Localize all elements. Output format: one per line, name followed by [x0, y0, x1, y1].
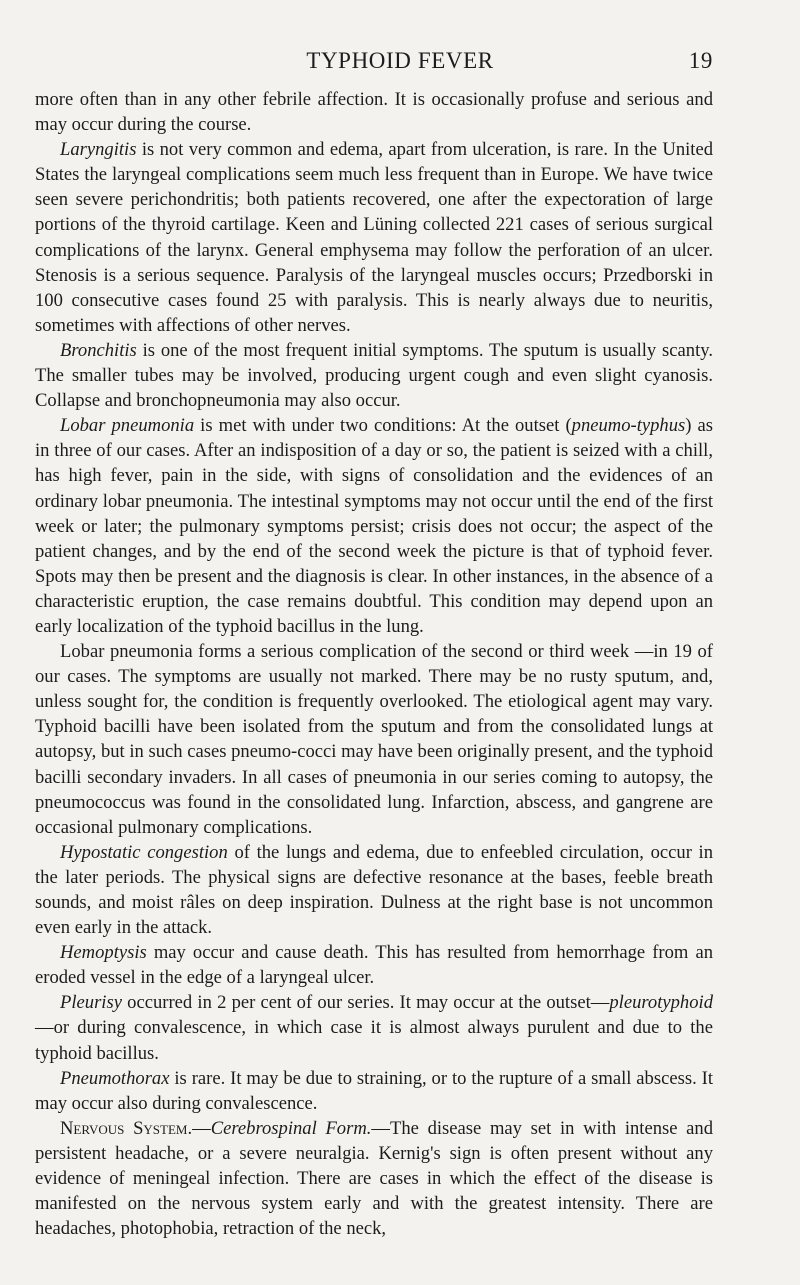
small-caps-run: Nervous System.	[60, 1117, 193, 1139]
running-head	[0, 48, 800, 80]
paragraph	[35, 840, 713, 940]
italic-run: Bronchitis	[60, 339, 137, 361]
paragraph	[35, 639, 713, 840]
text-run: is met with under two conditions: At the outset (	[194, 415, 572, 437]
text-run: is one of the most frequent initial symptoms. The sputum is usually scanty. The smaller tubes may be involved, producing urgent cough and even slight cyanosis. Collapse and bronchopneumonia may also occur.	[35, 339, 713, 412]
text-run: —	[192, 1117, 211, 1139]
page-number: 19	[688, 48, 713, 73]
paragraph	[35, 137, 713, 338]
italic-run: pleurotyphoid	[609, 992, 713, 1014]
paragraph	[35, 338, 713, 413]
text-run: Lobar pneumonia forms a serious complication of the second or third week —in 19 of our cases. The symptoms are usually not marked. There may be no rusty sputum, and, unless sought for, the condition is frequently overlooked. The etiological agent may vary. Typhoid bacilli have been isolated from the sputum and from the consolidated lungs at autopsy, but in such cases pneumo-cocci may have been originally present, and the typhoid bacilli secondary invaders. In all cases of pneumonia in our series coming to autopsy, the pneumococcus was found in the consolidated lung. Infarction, abscess, and gangrene are occasional pulmonary complications.	[35, 641, 713, 838]
paragraph	[35, 87, 713, 137]
paragraph	[35, 413, 713, 639]
italic-run: Hemoptysis	[60, 942, 147, 964]
italic-run: Pleurisy	[60, 992, 122, 1014]
text-run: occurred in 2 per cent of our series. It may occur at the outset—	[121, 992, 610, 1014]
text-run: —or during convalescence, in which case it is almost always purulent and due to the typhoid bacillus.	[35, 1017, 713, 1064]
italic-run: Lobar pneumonia	[60, 415, 195, 437]
italic-run: Hypostatic congestion	[60, 841, 228, 863]
italic-run: Cerebrospinal Form.	[210, 1117, 372, 1139]
paragraph	[35, 940, 713, 990]
text-run: is not very common and edema, apart from ulceration, is rare. In the United States the laryngeal complications seem much less frequent than in Europe. We have twice seen severe perichondritis; both patients recovered, one after the expectoration of large portions of the thyroid cartilage. Keen and Lüning collected 221 cases of serious surgical complications of the larynx. General emphysema may follow the perforation of an ulcer. Stenosis is a serious sequence. Paralysis of the laryngeal muscles occurs; Przedborski in 100 consecutive cases found 25 with paralysis. This is nearly always due to neuritis, sometimes with affections of other nerves.	[35, 139, 713, 336]
paragraph	[35, 1116, 713, 1241]
paragraph	[35, 1066, 713, 1116]
italic-run: pneumo-typhus	[571, 415, 686, 437]
text-run: more often than in any other febrile affection. It is occasionally profuse and serious and may occur during the course.	[35, 89, 713, 136]
text-run: of the lungs and edema, due to enfeebled circulation, occur in the later periods. The physical signs are defective resonance at the bases, feeble breath sounds, and moist râles on deep inspiration. Dulness at the right base is not uncommon even early in the attack.	[35, 841, 714, 939]
italic-run: Laryngitis	[60, 139, 137, 161]
text-run: is rare. It may be due to straining, or to the rupture of a small abscess. It may occur also during convalescence.	[35, 1067, 713, 1114]
text-run: ) as in three of our cases. After an indisposition of a day or so, the patient is seized with a chill, has high fever, pain in the side, with signs of consolidation and the evidences of an ordinary lobar pneumonia. The intestinal symptoms may not occur until the end of the first week or later; the pulmonary symptoms persist; crisis does not occur; the aspect of the patient changes, and by the end of the second week the picture is that of typhoid fever. Spots may then be present and the diagnosis is clear. In other instances, in the absence of a characteristic eruption, the case remains doubtful. This condition may depend upon an early localization of the typhoid bacillus in the lung.	[35, 415, 713, 637]
text-run: may occur and cause death. This has resulted from hemorrhage from an eroded vessel in the edge of a laryngeal ulcer.	[35, 942, 713, 989]
paragraph	[35, 990, 713, 1065]
body-text	[35, 87, 713, 1241]
text-run: —The disease may set in with intense and persistent headache, or a severe neuralgia. Kernig's sign is often present without any evidence of meningeal infection. There are cases in which the effect of the disease is manifested on the nervous system early and with the greatest intensity. There are headaches, photophobia, retraction of the neck,	[35, 1117, 714, 1240]
running-title: TYPHOID FEVER	[306, 48, 494, 73]
italic-run: Pneumothorax	[60, 1067, 170, 1089]
